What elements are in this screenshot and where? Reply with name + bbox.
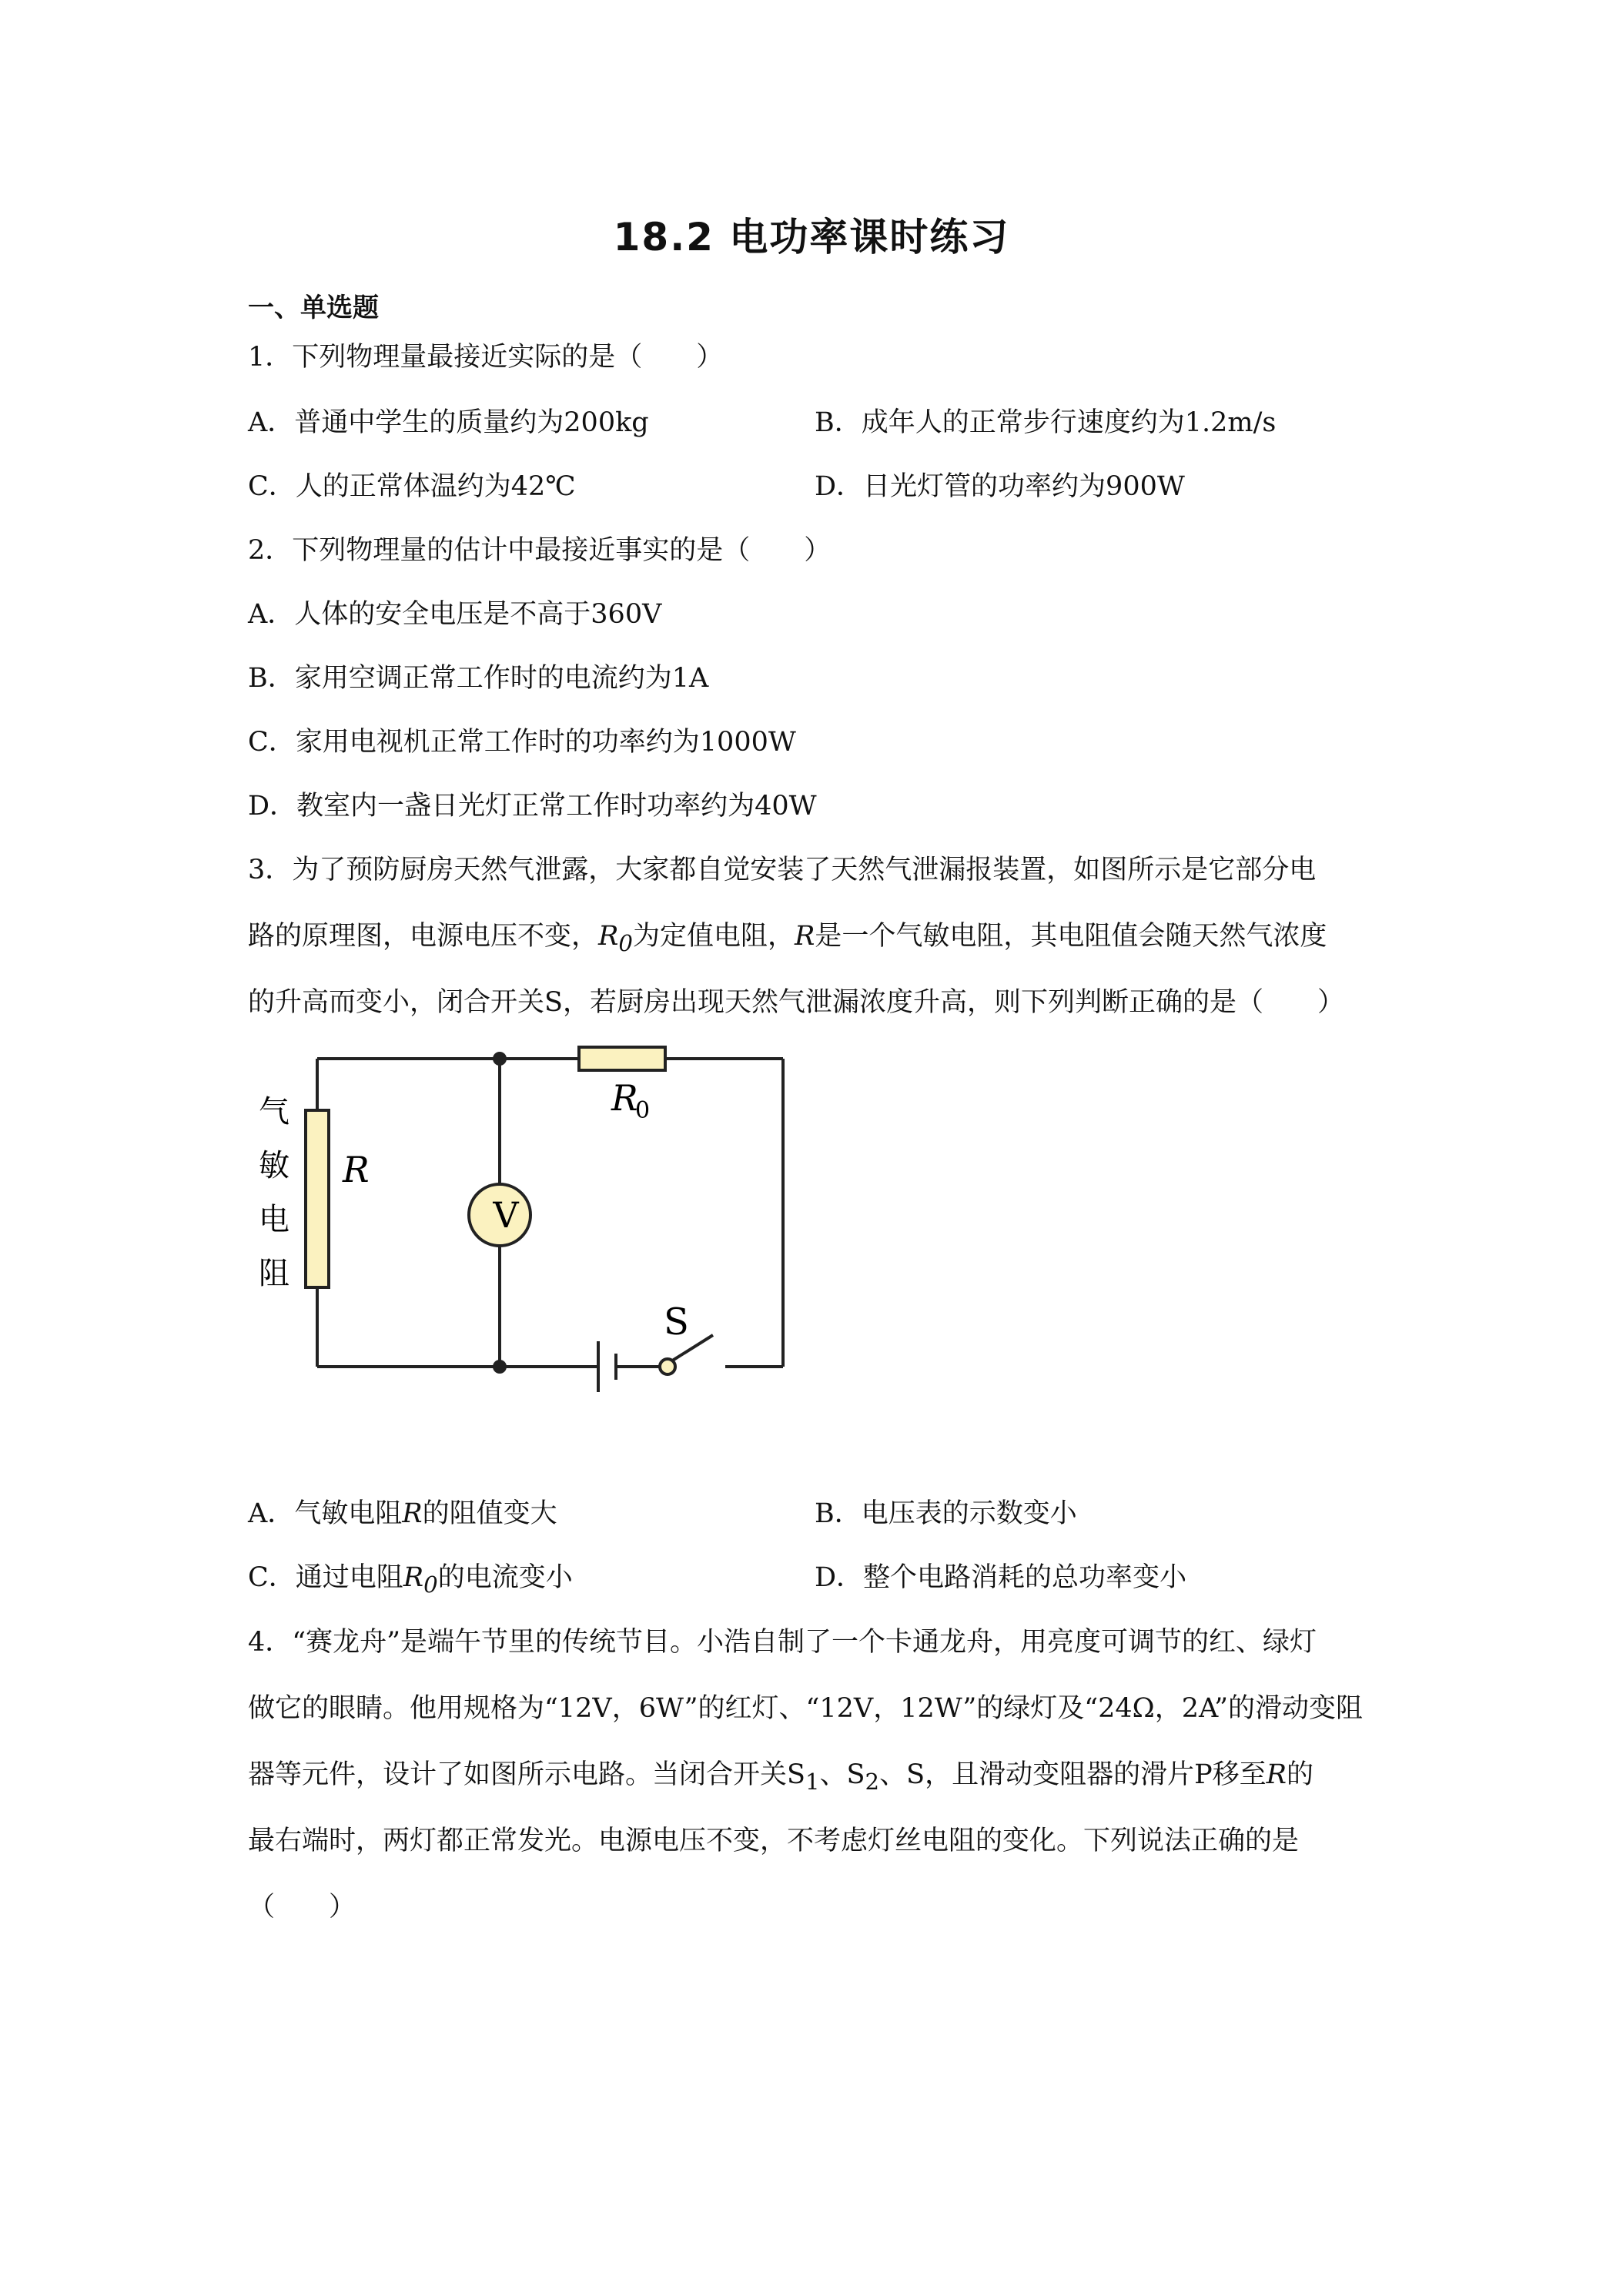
switch-label: S: [664, 1300, 689, 1344]
page-title: 18.2 电功率课时练习: [613, 215, 1010, 259]
q2-option-c: C．家用电视机正常工作时的功率约为1000W: [248, 727, 796, 758]
q3-option-c: C．通过电阻$R_0$的电流变小: [248, 1562, 573, 1598]
sensor-label-char-4: 阻: [259, 1256, 289, 1291]
junction-dot-top: [493, 1052, 507, 1066]
sensor-label-char-2: 敏: [259, 1148, 289, 1183]
fixed-resistor-r0: [579, 1047, 665, 1070]
sensor-label-char-3: 电: [259, 1202, 289, 1237]
q3-stem-line-2: 路的原理图，电源电压不变，$R_0$为定值电阻，R是一个气敏电阻，其电阻值会随天然气浓度: [248, 921, 1327, 956]
switch-pivot: [660, 1359, 675, 1374]
r0-subscript: 0: [635, 1097, 651, 1124]
q4-stem-line-3: 器等元件，设计了如图所示电路。当闭合开关$S_1$、$S_2$、S，且滑动变阻器的滑片P移至R的: [248, 1759, 1313, 1795]
section-heading: 一、单选题: [248, 293, 379, 323]
q2-option-a: A．人体的安全电压是不高于360V: [248, 599, 662, 630]
q1-option-d: D．日光灯管的功率约为900W: [815, 471, 1185, 502]
q4-stem-line-4: 最右端时，两灯都正常发光。电源电压不变，不考虑灯丝电阻的变化。下列说法正确的是: [248, 1826, 1300, 1856]
q1-stem: 1．下列物理量最接近实际的是（ ）: [248, 342, 724, 373]
q3-stem-line-3: 的升高而变小，闭合开关S，若厨房出现天然气泄漏浓度升高，则下列判断正确的是（ ）: [248, 987, 1344, 1018]
q4-stem-line-1: 4．“赛龙舟”是端午节里的传统节目。小浩自制了一个卡通龙舟，用亮度可调节的红、绿灯: [248, 1627, 1317, 1658]
r0-label: R: [611, 1077, 638, 1119]
sensor-r-label: R: [343, 1149, 370, 1190]
q3-stem-line-1: 3．为了预防厨房天然气泄露，大家都自觉安装了天然气泄漏报装置，如图所示是它部分电: [248, 855, 1317, 885]
q2-option-b: B．家用空调正常工作时的电流约为1A: [248, 663, 709, 694]
q2-option-d: D．教室内一盏日光灯正常工作时功率约为40W: [248, 791, 817, 822]
q1-option-a: A．普通中学生的质量约为200kg: [248, 407, 649, 438]
circuit-diagram: [248, 1032, 802, 1417]
q1-option-c: C．人的正常体温约为42℃: [248, 471, 576, 502]
q4-stem-line-5: （ ）: [248, 1892, 356, 1923]
junction-dot-bottom: [493, 1360, 507, 1374]
q4-stem-line-2: 做它的眼睛。他用规格为“12V，6W”的红灯、“12V，12W”的绿灯及“24Ω，2A”的滑动变阻: [248, 1693, 1363, 1724]
q3-option-d: D．整个电路消耗的总功率变小: [815, 1562, 1187, 1593]
q1-option-b: B．成年人的正常步行速度约为1.2m/s: [815, 407, 1277, 438]
gas-sensor-resistor: [306, 1110, 329, 1287]
q2-stem: 2．下列物理量的估计中最接近事实的是（ ）: [248, 535, 832, 566]
voltmeter-label: V: [493, 1194, 519, 1236]
q3-option-a: A．气敏电阻R的阻值变大: [248, 1498, 557, 1529]
sensor-label-char-1: 气: [259, 1094, 289, 1130]
q3-option-b: B．电压表的示数变小: [815, 1498, 1077, 1529]
